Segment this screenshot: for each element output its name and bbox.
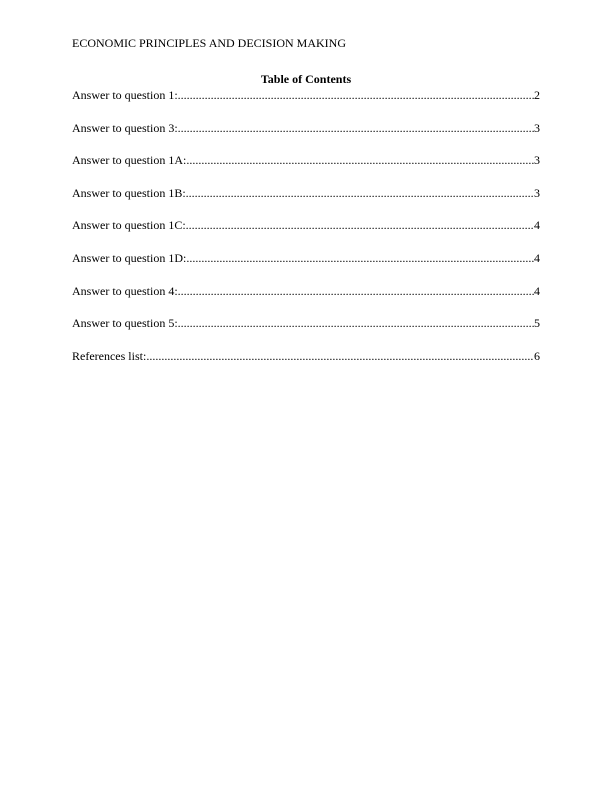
running-header: ECONOMIC PRINCIPLES AND DECISION MAKING [72, 36, 347, 50]
toc-page-number: 3 [534, 185, 540, 200]
toc-entry[interactable] [72, 153, 540, 167]
toc-entry[interactable] [72, 218, 540, 232]
toc-dot-leader [186, 153, 534, 167]
toc-dot-leader [186, 218, 534, 232]
toc-page-number: 4 [534, 250, 540, 265]
toc-title: Table of Contents [260, 72, 352, 86]
toc-entry[interactable] [72, 121, 540, 135]
toc-dot-leader [178, 121, 534, 135]
toc-page-number: 3 [534, 153, 540, 168]
toc-dot-leader [178, 88, 534, 102]
toc-entry[interactable] [72, 251, 540, 265]
toc-entry[interactable] [72, 316, 540, 330]
toc-entry[interactable] [72, 284, 540, 298]
toc-page-number: 2 [534, 88, 540, 102]
toc-entry-label: Answer to question 1C: [72, 218, 186, 233]
toc-entry-label: Answer to question 1B: [72, 185, 186, 200]
toc-dot-leader [186, 251, 534, 265]
toc-entry-label: Answer to question 5: [72, 316, 178, 331]
toc-entry-label: References list: [72, 348, 147, 363]
toc-entry-label: Answer to question 1A: [72, 153, 187, 168]
toc-dot-leader [178, 316, 534, 330]
toc-page-number: 4 [534, 218, 540, 233]
toc-entry-label: Answer to question 3: [72, 120, 178, 135]
toc-entry[interactable] [72, 349, 540, 363]
toc-entry-label: Answer to question 1D: [72, 250, 187, 265]
toc-dot-leader [186, 186, 534, 200]
toc-dot-leader [146, 349, 534, 363]
toc-page-number: 4 [534, 283, 540, 298]
toc-page-number: 6 [534, 348, 540, 363]
toc-entry[interactable] [72, 88, 540, 102]
toc-entry-label: Answer to question 4: [72, 283, 178, 298]
toc-page-number: 5 [534, 316, 540, 331]
toc-page-number: 3 [534, 120, 540, 135]
toc-dot-leader [178, 284, 534, 298]
toc-entry-label: Answer to question 1: [72, 88, 178, 102]
toc-entry[interactable] [72, 186, 540, 200]
table-of-contents [72, 88, 540, 363]
